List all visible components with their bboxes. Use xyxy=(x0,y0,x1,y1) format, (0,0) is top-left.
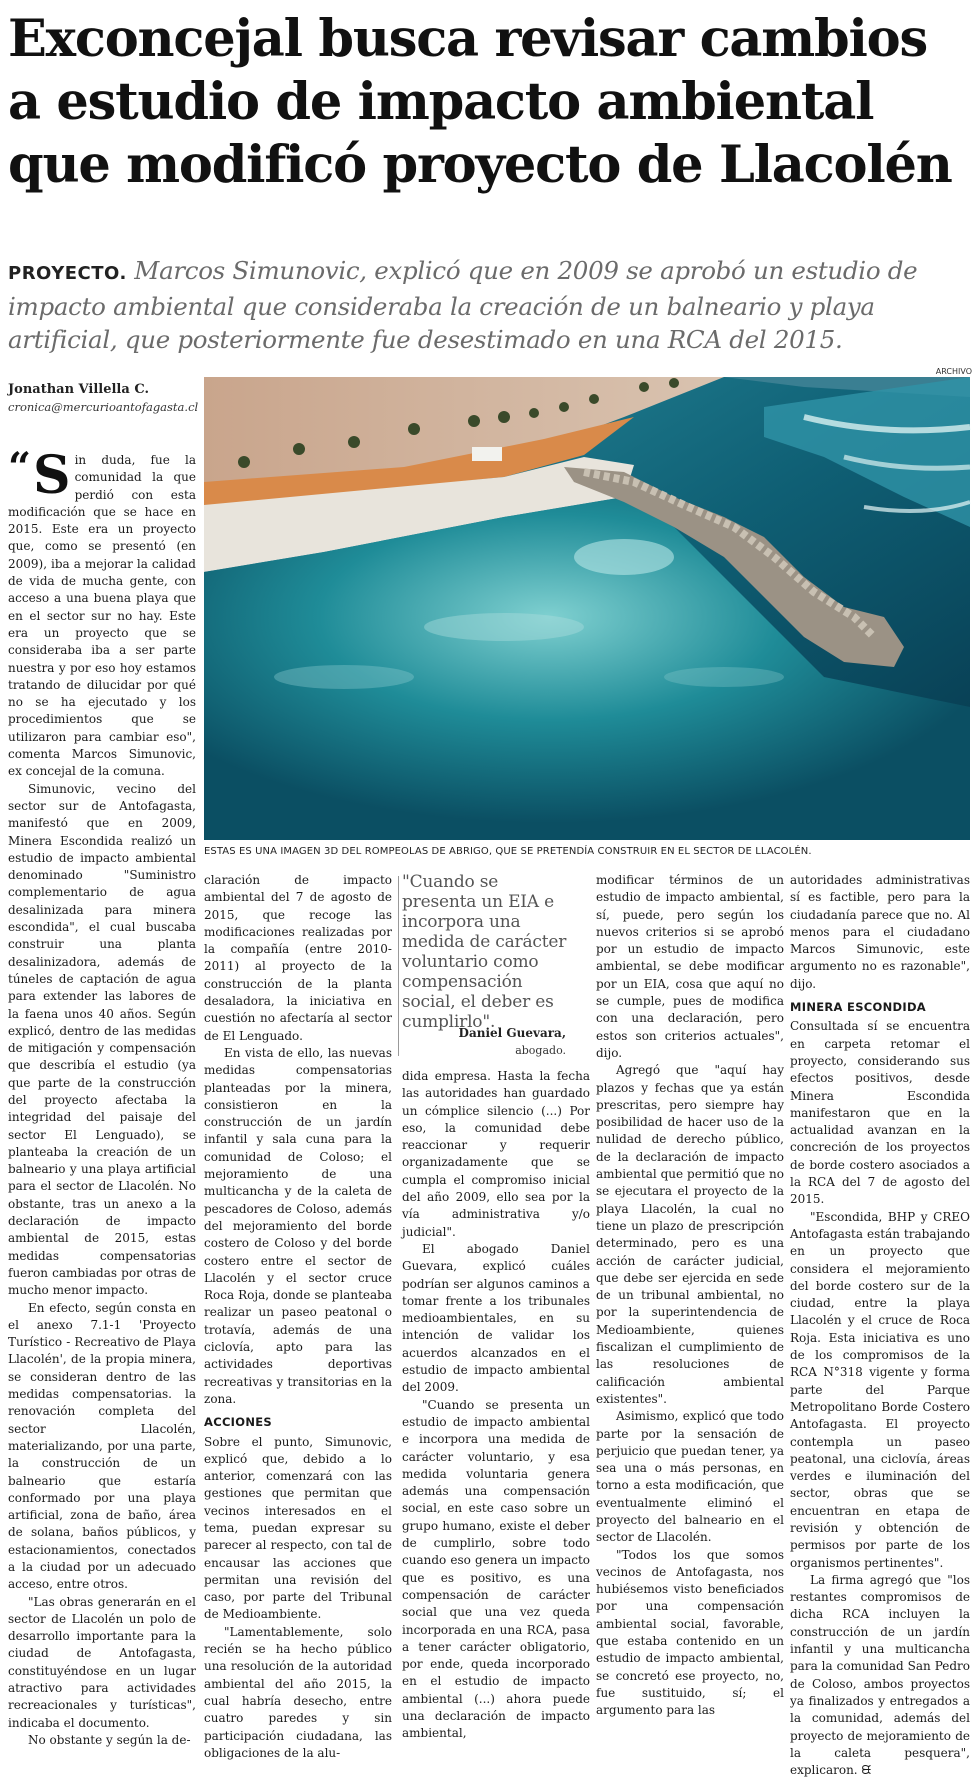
headline-line-3: que modificó proyecto de Llacolén xyxy=(8,135,952,195)
lead-paragraph xyxy=(8,254,968,356)
col1-paragraph-4: "Las obras generarán en el sector de Llacolén un polo de desarrollo importante para la ciudad de Antofagasta, constituyéndose en un lugar atractivo para actividades recreacionales y turísticas", indicaba el documento. xyxy=(8,1594,196,1730)
article-column-1 xyxy=(8,444,196,1747)
end-of-article-icon: ᙙ xyxy=(861,1763,872,1778)
byline-author: Jonathan Villella C. xyxy=(8,382,149,397)
pull-quote: "Cuando se presenta un EIA e incorpora una medida de carácter voluntario como compensación social, el deber es cumplirlo". xyxy=(402,872,567,1032)
col2-paragraph-4: "Lamentablemente, solo recién se ha hecho público una resolución de la autoridad ambiental del año 2015, la cual habría desecho, entre cuatro paredes y sin participación ciudadana, las obligaciones de la alu- xyxy=(204,1624,392,1760)
photo-credit: ARCHIVO xyxy=(935,367,972,376)
lead-kicker: PROYECTO. xyxy=(8,263,127,284)
headline xyxy=(8,8,970,197)
col1-paragraph-3: En efecto, según consta en el anexo 7.1-1 'Proyecto Turístico - Recreativo de Playa Llacolén', de la propia minera, se consideran dentro de las medidas compensatorias. la renovación completa del sector Llacolén, materializando, por una parte, la construcción de un balneario que estaría conformado por una playa artificial, zona de baño, área de solana, baños públicos, y estacionamientos, conectados a la ciudad por un adecuado acceso, entre otros. xyxy=(8,1300,196,1592)
col2-paragraph-2: En vista de ello, las nuevas medidas compensatorias planteadas por la minera, consistieron en la construcción de un jardín infantil y sala cuna para la comunidad de Coloso; el mejoramiento de una multicancha y de la caleta de pescadores de Coloso, además del mejoramiento del borde costero de Coloso y del borde costero entre el sector de Llacolén y el sector cruce Roca Roja, donde se planteaba realizar un paseo peatonal o trotavía, además de una ciclovía, apto para las actividades deportivas recreativas y transitorias en la zona. xyxy=(204,1045,392,1406)
col5-paragraph-2: Consultada sí se encuentra en carpeta retomar el proyecto, considerando sus efectos positivos, desde Minera Escondida manifestaron que en la actualidad avanzan en la concreción de los proyectos de borde costero asociados a la RCA del 7 de agosto del 2015. xyxy=(790,1019,970,1207)
col1-paragraph-5: No obstante y según la de- xyxy=(28,1732,191,1747)
lead-text: Marcos Simunovic, explicó que en 2009 se aprobó un estudio de impacto ambiental que consideraba la creación de un balneario y playa artificial, que posteriormente fue desestimado en una RCA del 2015. xyxy=(8,256,918,354)
col1-paragraph-2: Simunovic, vecino del sector sur de Antofagasta, manifestó que en 2009, Minera Escondida realizó un estudio de impacto ambiental denominado "Suministro complementario de agua desalinizada para minera escondida", el cual buscaba construir una planta desalinizadora, además de túneles de captación de agua para extender las labores de la faena unos 40 años. Según explicó, dentro de las medidas de mitigación y compensación que describía el estudio (ya que parte de la construcción del proyecto afectaba la integridad del paisaje del sector El Lenguado), se planteaba la creación de un balneario y una playa artificial para el sector de Llacolén. No obstante, tras un anexo a la declaración de impacto ambiental de 2015, estas medidas compensatorias fueron cambiadas por otras de mucho menor impacto. xyxy=(8,781,196,1298)
col3-paragraph-3: "Cuando se presenta un estudio de impacto ambiental e incorpora una medida de carácter voluntario, y esa medida voluntaria genera además una compensación social, en este caso sobre un grupo humano, existe el deber de cumplirlo, sobre todo cuando eso genera un impacto que es positivo, es una compensación de carácter social que una vez queda incorporada en una RCA, pasa a tener carácter obligatorio, por ende, queda incorporado en el estudio de impacto ambiental (...) ahora puede una declaración de impacto ambiental, xyxy=(402,1397,590,1741)
col4-paragraph-2: Agregó que "aquí hay plazos y fechas que ya están prescritas, pero siempre hay posibilidad de hacer uso de la nulidad de derecho público, de la declaración de impacto ambiental que permitió que no se ejecutara el proyecto de la playa Llacolén, la cual no tiene un plazo de prescripción determinado, pero es una acción de carácter judicial, que debe ser ejercida en sede de un tribunal ambiental, no por la superintendencia de Medioambiente, quienes fiscalizan el cumplimiento de las resoluciones de calificación ambiental existentes". xyxy=(596,1063,784,1406)
open-quote-mark: “ xyxy=(8,444,32,491)
pullquote-rule xyxy=(398,876,399,1056)
drop-cap: S xyxy=(33,445,71,506)
headline-line-2: a estudio de impacto ambiental xyxy=(8,72,874,132)
breakwater-render-photo xyxy=(204,377,970,840)
headline-line-1: Exconcejal busca revisar cambios xyxy=(8,9,927,69)
article-column-5 xyxy=(790,872,970,1778)
col2-paragraph-3: Sobre el punto, Simunovic, explicó que, debido a lo anterior, comenzará con las gestiones que permitan que vecinos interesados en el tema, puedan expresar su parecer al respecto, con tal de encausar las acciones que permitan una revisión del caso, por parte del Tribunal de Medioambiente. xyxy=(204,1434,392,1622)
pull-quote-author: Daniel Guevara, xyxy=(458,1026,566,1040)
pull-quote-role: abogado. xyxy=(515,1044,566,1057)
col5-paragraph-1: autoridades administrativas sí es factible, pero para la ciudadanía parece que no. Al menos para el ciudadano Marcos Simunovic, este argumento no es razonable", dijo. xyxy=(790,873,970,991)
col4-paragraph-4: "Todos los que somos vecinos de Antofagasta, nos hubiésemos visto beneficiados por una compensación ambiental social, favorable, que estaba contenido en un estudio de impacto ambiental, se concretó ese proyecto, no, fue sustituido, sí; el argumento para las xyxy=(596,1547,784,1718)
col1-paragraph-1: “ S in duda, fue la comunidad la que perdió con esta modificación que se hace en 2015. Este era un proyecto que, como se presentó (en 2009), iba a mejorar la calidad de vida de mucha gente, con acceso a una buena playa que en el sector sur no hay. Este era un proyecto que se consideraba iba a ser parte nuestra y por eso hoy estamos tratando de dilucidar por qué no se ha ejecutado y los procedimientos que se utilizaron para cambiar eso", comenta Marcos Simunovic, ex concejal de la comuna. xyxy=(8,444,196,779)
section-heading-minera-escondida: MINERA ESCONDIDA xyxy=(790,1000,927,1015)
col3-paragraph-2: El abogado Daniel Guevara, explicó cuáles podrían ser algunos caminos a tomar frente a los tribunales medioambientales, en su intención de validar los acuerdos alcanzados en el estudio de impacto ambiental del 2009. xyxy=(402,1241,590,1395)
col5-paragraph-4: La firma agregó que "los restantes compromisos de dicha RCA incluyen la construcción de un jardín infantil y una multicancha para la comunidad San Pedro de Coloso, ambos proyectos ya finalizados y entregados a la comunidad, además del proyecto de mejoramiento de la caleta pesquera", explicaron. ᙙ xyxy=(790,1572,970,1778)
article-column-4 xyxy=(596,872,784,1720)
col5-paragraph-3: "Escondida, BHP y CREO Antofagasta están trabajando en un proyecto que considera el mejoramiento del borde costero sur de la ciudad, entre la playa Llacolén y el cruce de Roca Roja. Esta iniciativa es uno de los compromisos de la RCA N°318 vigente y forma parte del Parque Metropolitano Borde Costero Antofagasta. El proyecto contempla un paseo peatonal, una ciclovía, áreas verdes e iluminación del sector, obras que se encuentran en etapa de revisión y obtención de permisos por parte de los organismos pertinentes". xyxy=(790,1209,970,1570)
col4-paragraph-1: modificar términos de un estudio de impacto ambiental, sí, puede, pero según los nuevos criterios si se aprobó por un estudio de impacto ambiental, se debe modificar por un EIA, cosa que aquí no se cumple, pues de modifica con una declaración, pero estos son criterios actuales", dijo. xyxy=(596,873,784,1060)
article-column-3 xyxy=(402,1068,590,1741)
col4-paragraph-3: Asimismo, explicó que todo parte por la sensación de perjuicio que puedan tener, ya sea una o más personas, en torno a esta modificación, que eventualmente eliminó el proyecto del balneario en el sector de Llacolén. xyxy=(596,1409,784,1545)
byline-email[interactable]: cronica@mercurioantofagasta.cl xyxy=(8,400,199,414)
breakwater-render-image xyxy=(204,377,970,840)
photo-caption: ESTAS ES UNA IMAGEN 3D DEL ROMPEOLAS DE ABRIGO, QUE SE PRETENDÍA CONSTRUIR EN EL SECTOR DE LLACOLÉN. xyxy=(204,846,812,857)
section-heading-acciones: ACCIONES xyxy=(204,1415,272,1430)
col2-paragraph-1: claración de impacto ambiental del 7 de agosto de 2015, que recoge las modificaciones realizadas por la compañía (entre 2010-2011) al proyecto de la construcción de la planta desaladora, la iniciativa en cuestión no afectaría al sector de El Lenguado. xyxy=(204,873,392,1043)
col3-paragraph-1: dida empresa. Hasta la fecha las autoridades han guardado un cómplice silencio (...) Por eso, la comunidad debe reaccionar y requerir organizadamente que se cumpla el compromiso inicial del año 2009, ello sea por la vía administrativa y/o judicial". xyxy=(402,1069,590,1239)
article-column-2 xyxy=(204,872,392,1760)
